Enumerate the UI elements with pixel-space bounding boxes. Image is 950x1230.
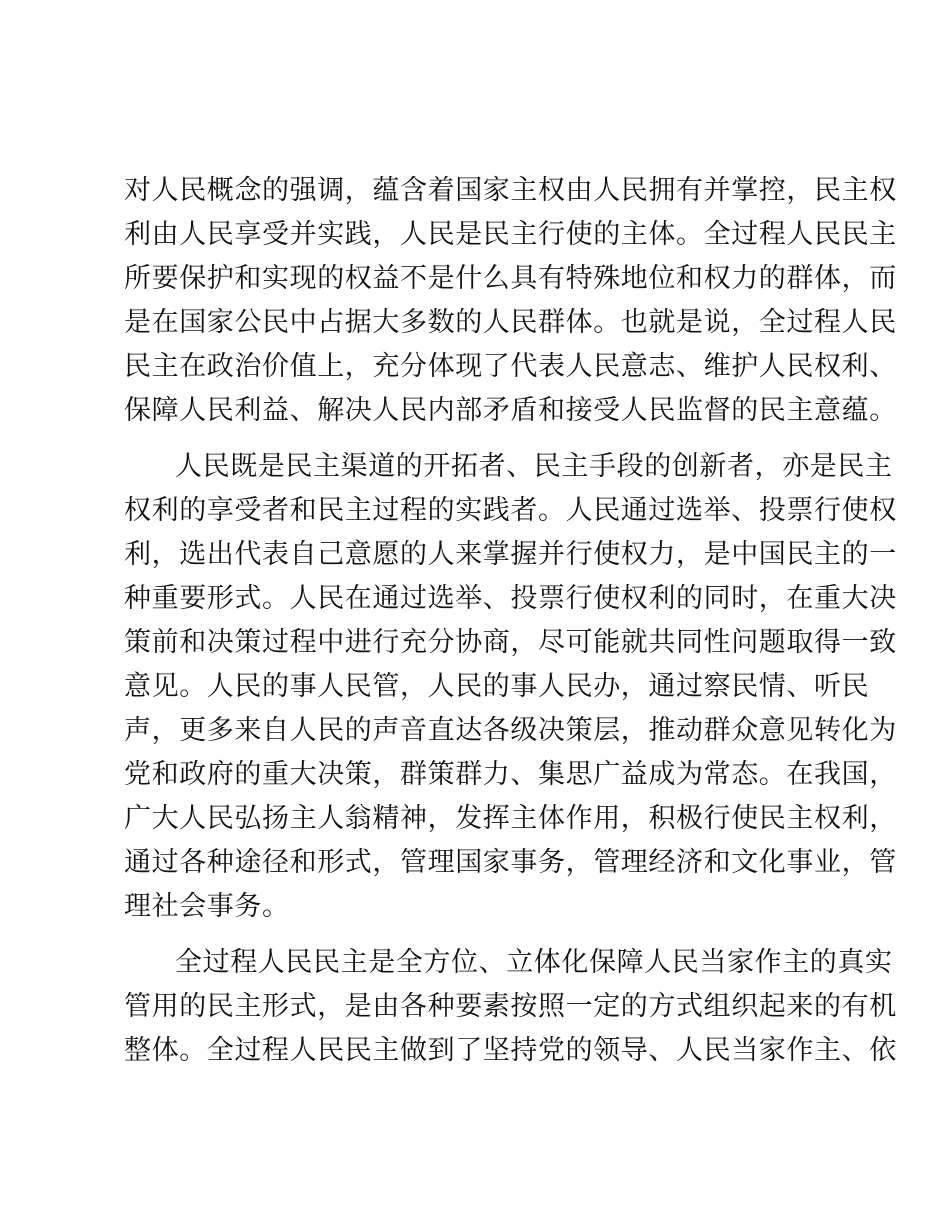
text-line: 是在国家公民中占据大多数的人民群体。也就是说，全过程人民 (124, 307, 897, 338)
text-line: 广大人民弘扬主人翁精神，发挥主体作用，积极行使民主权利， (124, 803, 897, 834)
text-line: 党和政府的重大决策，群策群力、集思广益成为常态。在我国， (124, 759, 897, 790)
text-line: 人民既是民主渠道的开拓者、民主手段的创新者，亦是民主 (175, 451, 893, 482)
text-line: 民主在政治价值上，充分体现了代表人民意志、维护人民权利、 (124, 351, 897, 382)
text-line: 策前和决策过程中进行充分协商，尽可能就共同性问题取得一致 (124, 627, 897, 658)
paragraph-3 (124, 941, 897, 1073)
text-line: 声，更多来自人民的声音直达各级决策层，推动群众意见转化为 (124, 715, 897, 746)
text-line: 全过程人民民主是全方位、立体化保障人民当家作主的真实 (175, 947, 893, 978)
text-line: 权利的享受者和民主过程的实践者。人民通过选举、投票行使权 (124, 495, 897, 526)
text-line: 意见。人民的事人民管，人民的事人民办，通过察民情、听民 (124, 671, 870, 702)
paragraph-1 (124, 169, 897, 433)
text-line: 所要保护和实现的权益不是什么具有特殊地位和权力的群体，而 (124, 263, 897, 294)
text-line: 整体。全过程人民民主做到了坚持党的领导、人民当家作主、依 (124, 1035, 897, 1066)
text-line: 管用的民主形式，是由各种要素按照一定的方式组织起来的有机 (124, 991, 897, 1022)
text-line: 理社会事务。 (124, 891, 290, 922)
document-body (124, 169, 897, 1085)
text-line: 通过各种途径和形式，管理国家事务，管理经济和文化事业，管 (124, 847, 897, 878)
text-line: 利，选出代表自己意愿的人来掌握并行使权力，是中国民主的一 (124, 539, 897, 570)
text-line: 种重要形式。人民在通过选举、投票行使权利的同时，在重大决 (124, 583, 897, 614)
text-line: 利由人民享受并实践，人民是民主行使的主体。全过程人民民主 (124, 219, 897, 250)
text-line: 保障人民利益、解决人民内部矛盾和接受人民监督的民主意蕴。 (124, 395, 897, 426)
paragraph-2 (124, 445, 897, 929)
text-line: 对人民概念的强调，蕴含着国家主权由人民拥有并掌控，民主权 (124, 175, 897, 206)
